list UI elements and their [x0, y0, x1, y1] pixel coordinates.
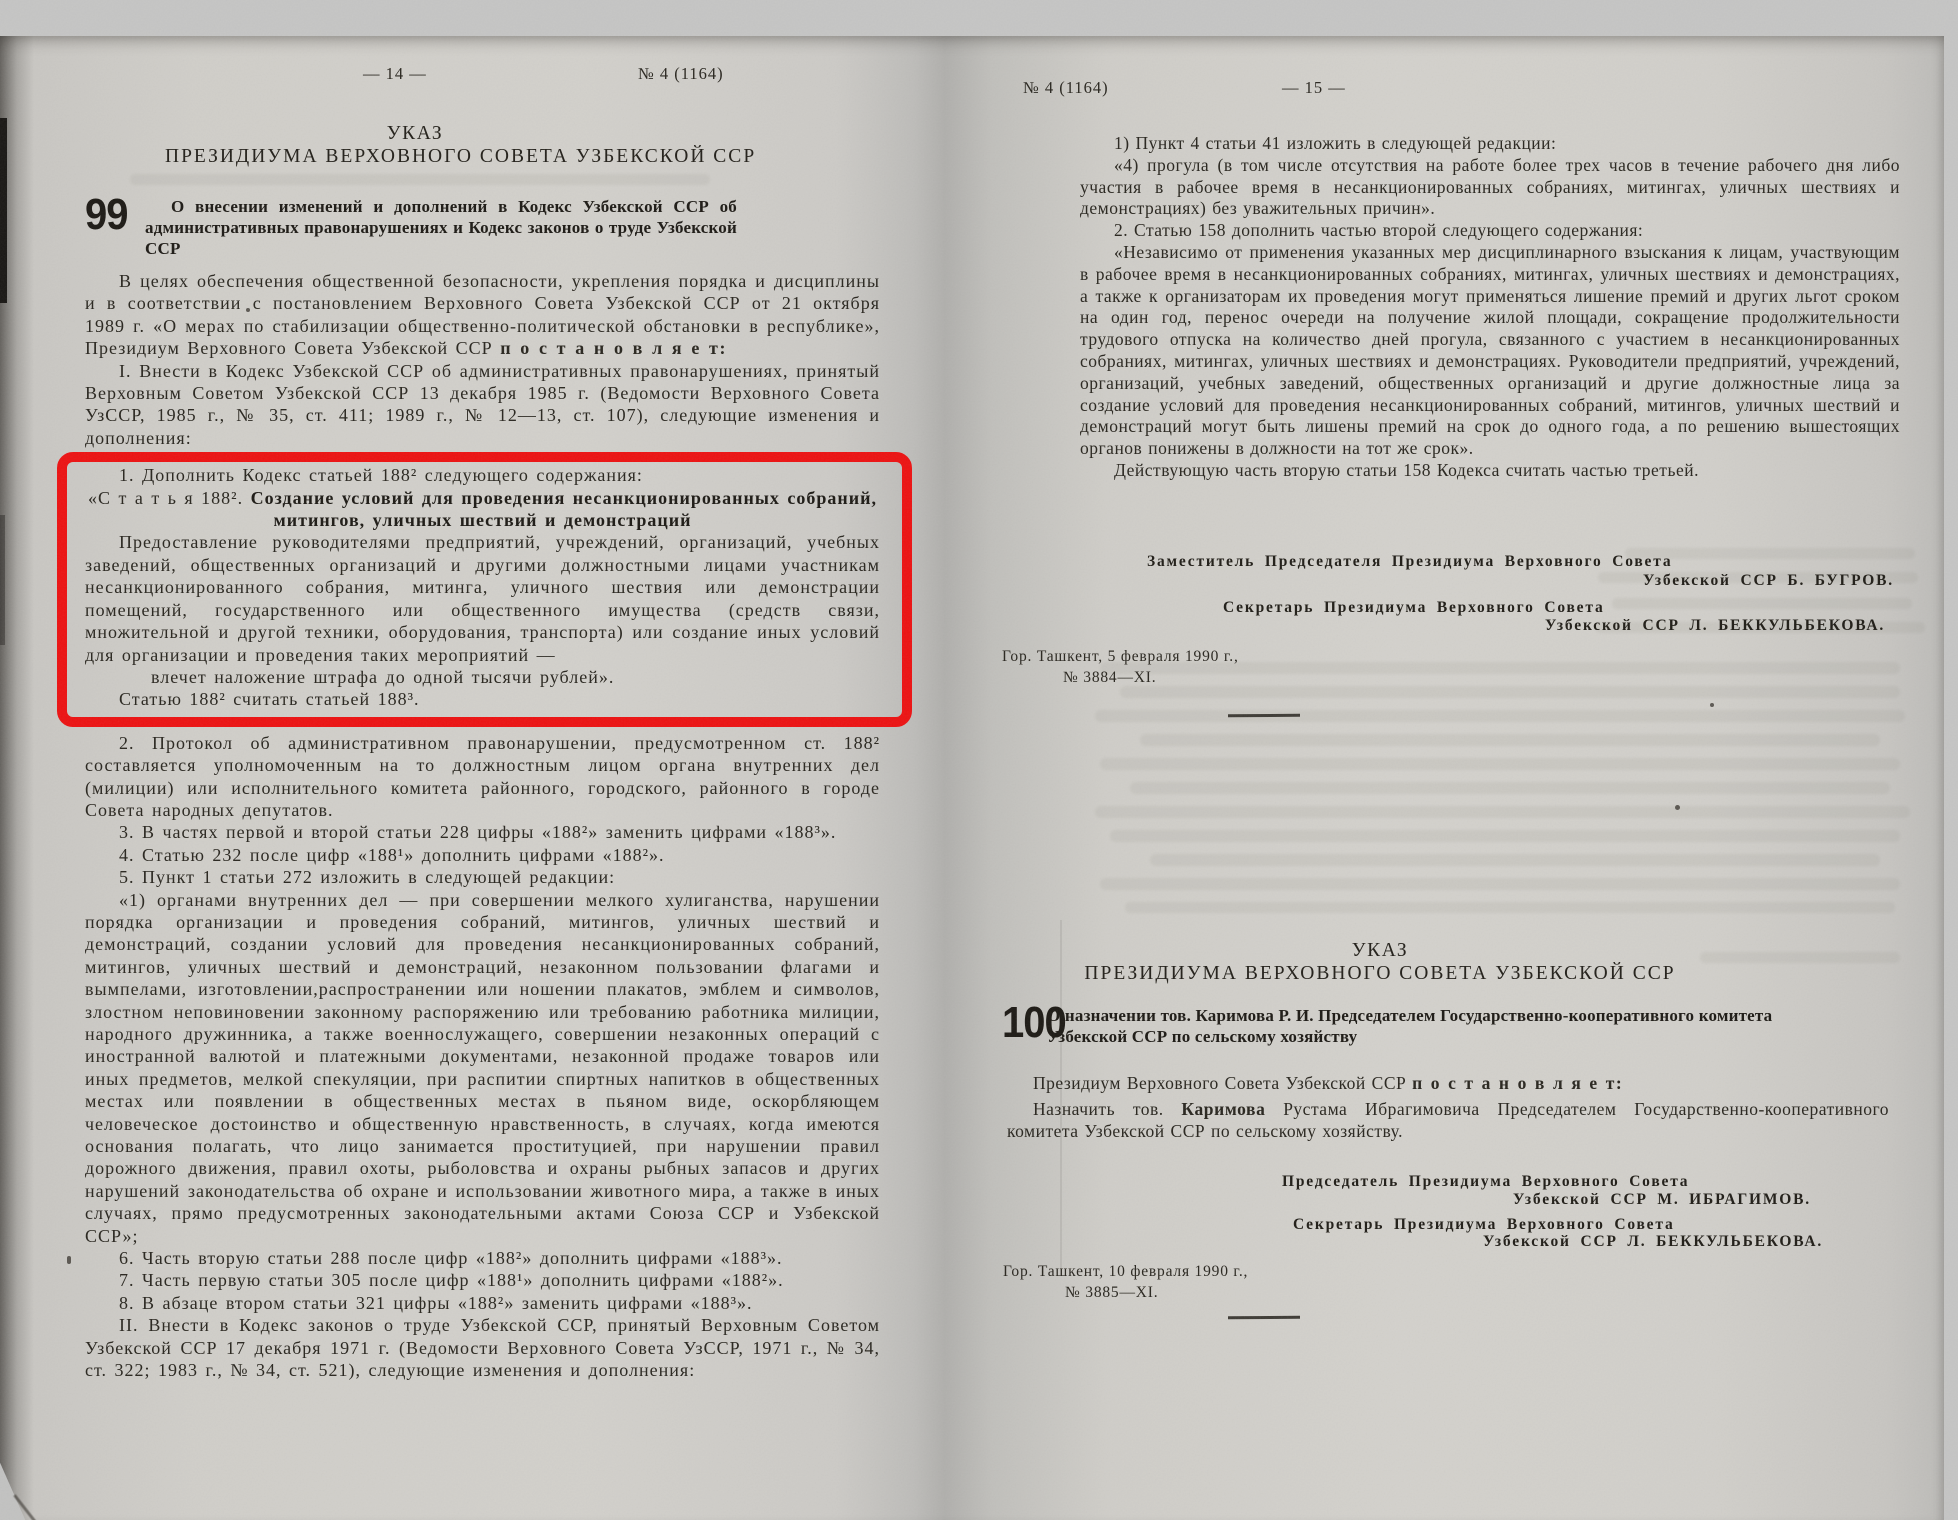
item-5-text: «1) органами внутренних дел — при совершении мелкого хулиганства, нарушении порядка организации и проведения собраний, митингов, уличных шествий и демонстраций, создании условий для проведения несанкционированных собраний, митингов, уличных шествий и демонстраций, незаконном пользовании флагами и вымпелами, изготовлении,распространении или ношении плакатов, эмблем и символов, злостном неповиновении законному распоряжению или требованию работника милиции, народного дружинника, а также военнослужащего, совершении незаконных операций с иностранной валютой и платежными документами, незаконной продаже товаров или иных предметов, мелкой спекуляции, при распитии спиртных напитков в общественных местах или появлении в общественных местах в пьяном виде, оскорбляющем человеческое достоинство и общественную нравственность, в случаях, когда имеются основания полагать, что лицо занимается проституцией, при нарушении правил дорожного движения, правил охоты, рыболовства и охраны рыбных запасов и других нарушений законодательства об охране и использовании животного мира, а также в иных случаях, прямо предусмотренных законодательными актами Союза ССР и Узбекской ССР»; [85, 889, 880, 1246]
item-8: 8. В абзаце втором статьи 321 цифры «188²» заменить цифрами «188³». [119, 1292, 753, 1313]
signature-role-deputy-chairman: Заместитель Председателя Президиума Верховного Совета [1147, 553, 1673, 570]
decree-100-resolve [1007, 1073, 1889, 1095]
decree-99-body [85, 191, 880, 1382]
scan-speck [67, 1256, 71, 1264]
decree-99-heading: О внесении изменений и дополнений в Кодекс Узбекской ССР об административных правонарушениях и Кодекс законов о труде Узбекской ССР [145, 197, 737, 258]
item-7: 7. Часть первую статьи 305 после цифр «188¹» дополнить цифрами «188²». [119, 1270, 784, 1291]
item-5: 5. Пункт 1 статьи 272 изложить в следующей редакции: [119, 867, 616, 888]
annotation-box [57, 452, 912, 726]
paragraph-intro-text: В целях обеспечения общественной безопасности, укрепления порядка и дисциплины и в соответствии с постановлением Верховного Совета Узбекской ССР от 21 октября 1989 г. «О мерах по стабилизации общественно-политической обстановки в республике», Президиум Верховного Совета Узбекской ССР [85, 271, 880, 359]
signature-name-bugrov: Узбекской ССР Б. БУГРОВ. [1643, 572, 1894, 589]
resolve-bold: п о с т а н о в л я е т: [1412, 1073, 1624, 1093]
r-paragraph-5: Действующую часть вторую статьи 158 Кодекса считать частью третьей. [1114, 459, 1699, 480]
signature-name-bekkulbekova: Узбекской ССР Л. БЕККУЛЬБЕКОВА. [1545, 617, 1886, 634]
decree-number-100: 100 [1002, 999, 1066, 1047]
issue-number-left: № 4 (1164) [638, 64, 724, 83]
paragraph-intro-resolves: п о с т а н о в л я е т: [500, 338, 728, 359]
appoint-pre: Назначить тов. [1033, 1099, 1182, 1119]
signature-role-secretary: Секретарь Президиума Верховного Совета [1223, 599, 1605, 616]
page-number-left: — 14 — [363, 64, 427, 83]
signature-name-bekkulbekova-2: Узбекской ССР Л. БЕККУЛЬБЕКОВА. [1483, 1233, 1824, 1250]
decree-100-appoint [1007, 1099, 1889, 1143]
paragraph-intro [85, 270, 880, 360]
issue-number-right: № 4 (1164) [1023, 78, 1109, 97]
article-sanction: влечет наложение штрафа до одной тысячи рублей». [151, 666, 615, 687]
left-page [85, 0, 880, 1520]
dateline-place-3885: Гор. Ташкент, 10 февраля 1990 г., [1003, 1263, 1249, 1280]
decree-99-title [165, 122, 757, 168]
signature-name-ibragimov: Узбекской ССР М. ИБРАГИМОВ. [1513, 1191, 1811, 1208]
highlight-item: 1. Дополнить Кодекс статьей 188² следующего содержания: [119, 465, 643, 486]
decree-100-title-line1: УКАЗ [1351, 940, 1409, 961]
item-3: 3. В частях первой и второй статьи 228 цифры «188²» заменить цифрами «188³». [119, 822, 837, 843]
paragraph-part-1: I. Внести в Кодекс Узбекской ССР об административных правонарушениях, принятый Верховным Советом Узбекской ССР 13 декабря 1985 г. (Ведомости Верховного Совета УзССР, 1985 г., № 35, ст. 411; 1989 г., № 12—13, ст. 107), следующие изменения и дополнения: [85, 360, 880, 448]
paragraph-part-2: II. Внести в Кодекс законов о труде Узбекской ССР, принятый Верховным Советом Узбекской ССР 17 декабря 1971 г. (Ведомости Верховного Совета УзССР, 1971 г., № 34, ст. 322; 1983 г., № 34, ст. 521), следующие изменения и дополнения: [85, 1315, 880, 1381]
decree-title-line2: ПРЕЗИДИУМА ВЕРХОВНОГО СОВЕТА УЗБЕКСКОЙ ССР [165, 146, 757, 167]
r-paragraph-4: «Независимо от применения указанных мер дисциплинарного взыскания к лицам, участвующим в рабочее время в несанкционированных собраниях, митингах, уличных шествиях и демонстрациях, а также к организаторам их проведения могут применяться лишение премий и других льгот сроком на один год, перенос очереди на получение жилой площади, сокращение продолжительности трудового отпуска на количество дней прогула, связанного с участием в несанкционированных собраниях, митингах, уличных шествиях и демонстрациях. Руководители предприятий, учреждений, организаций, учебных заведений, общественных организаций и другие должностные лица за создание условий для проведения несанкционированных собраний, митингов, уличных шествий и демонстраций могут быть лишены премий на срок до одного года, а по решению вышестоящих органов понижены в должности на тот же срок». [1080, 241, 1900, 459]
signature-role-chairman: Председатель Президиума Верховного Совета [1282, 1173, 1690, 1190]
article-188-2-heading [85, 487, 880, 532]
decree-title-line1: УКАЗ [386, 123, 444, 144]
dateline-number-3884: № 3884—XI. [1063, 669, 1157, 686]
right-page [995, 0, 1945, 1520]
decree-number-99: 99 [85, 191, 128, 239]
r-paragraph-1: 1) Пункт 4 статьи 41 изложить в следующей редакции: [1114, 133, 1557, 153]
article-body: Предоставление руководителями предприятий, учреждений, организаций, учебных заведений, общественных организаций и другими должностными лицами участникам несанкционированного собрания, митинга, уличного шествия или демонстрации помещений, государственного или общественного имущества (средств связи, множительной и другой техники, оборудования, транспорта) или создание иных условий для организации и проведения таких мероприятий — [85, 532, 880, 665]
section-divider-2 [1228, 1316, 1300, 1320]
signature-role-secretary-2: Секретарь Президиума Верховного Совета [1293, 1216, 1675, 1233]
decree-100-title-line2: ПРЕЗИДИУМА ВЕРХОВНОГО СОВЕТА УЗБЕКСКОЙ ССР [1084, 963, 1676, 984]
article-label: «С т а т ь я 188². [87, 487, 251, 508]
section-divider [1228, 714, 1300, 718]
decree-100-heading: О назначении тов. Каримова Р. И. Председателем Государственно-кооперативного комитета Узбекской ССР по сельскому хозяйству [1047, 1006, 1773, 1046]
scan-edge-artifact [0, 118, 7, 303]
item-2: 2. Протокол об административном правонарушении, предусмотренном ст. 188² составляется уполномоченным на то должностным лицом органа внутренних дел (милиции) или исполнительного комитета районного, городского, районного в городе Совета народных депутатов. [85, 732, 880, 820]
article-title: Создание условий для проведения несанкционированных собраний, митингов, уличных шествий и демонстраций [250, 487, 878, 531]
appoint-name: Каримова [1181, 1099, 1266, 1119]
scan-edge-artifact [0, 515, 5, 645]
dateline-place-3884: Гор. Ташкент, 5 февраля 1990 г., [1002, 648, 1239, 665]
decree-99-continuation [1080, 133, 1900, 482]
item-4: 4. Статью 232 после цифр «188¹» дополнить цифрами «188²». [119, 844, 665, 865]
appoint-post: Рустама Ибрагимовича Председателем Государственно-кооперативного комитета Узбекской ССР по сельскому хозяйству. [1007, 1099, 1889, 1141]
article-renumber: Статью 188² считать статьей 188³. [119, 689, 420, 710]
decree-99-heading-row [85, 191, 880, 259]
resolve-text: Президиум Верховного Совета Узбекской ССР [1033, 1073, 1413, 1093]
r-paragraph-2: «4) прогула (в том числе отсутствия на работе более трех часов в течение рабочего дня либо участия в рабочее время в несанкционированных собраниях, митингах, уличных шествиях и демонстрациях) без уважительных причин». [1080, 154, 1900, 219]
decree-100-title [1060, 939, 1700, 985]
item-6: 6. Часть вторую статьи 288 после цифр «188²» дополнить цифрами «188³». [119, 1248, 783, 1269]
r-paragraph-3: 2. Статью 158 дополнить частью второй следующего содержания: [1114, 220, 1644, 241]
dateline-number-3885: № 3885—XI. [1065, 1284, 1159, 1301]
page-number-right: — 15 — [1282, 78, 1346, 97]
